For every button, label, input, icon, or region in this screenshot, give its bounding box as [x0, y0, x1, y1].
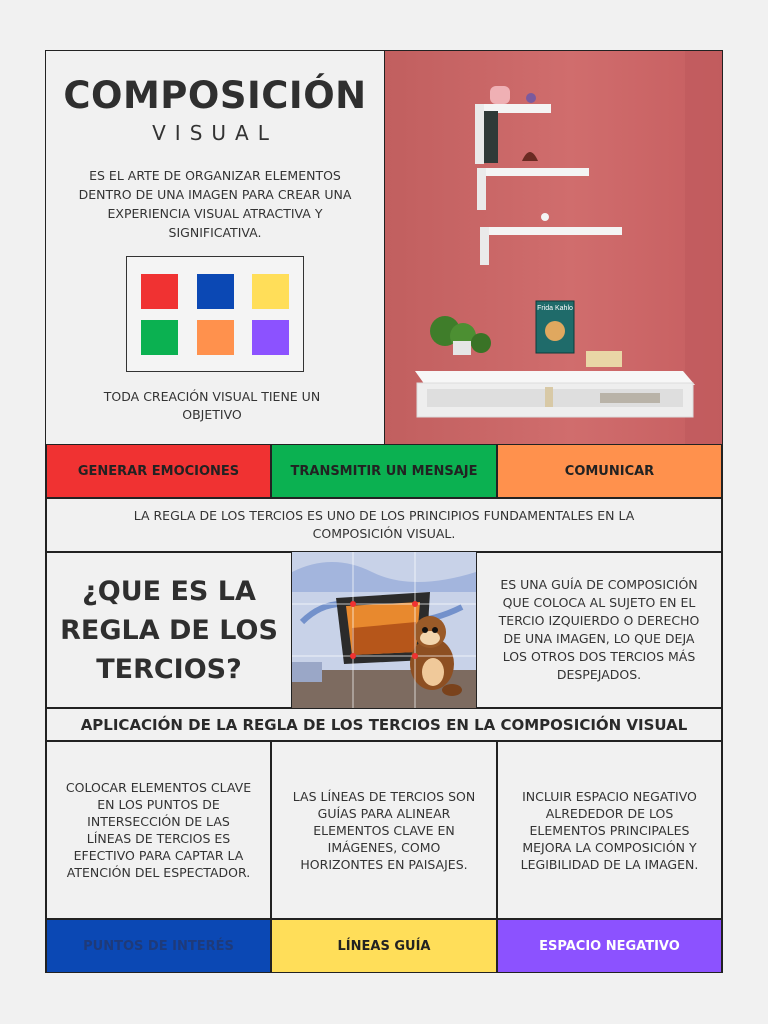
application-title: APLICACIÓN DE LA REGLA DE LOS TERCIOS EN LA COMPOSICIÓN VISUAL: [46, 708, 722, 741]
objective-text: TODA CREACIÓN VISUAL TIENE UN OBJETIVO: [103, 389, 321, 422]
swatch-red: [141, 274, 178, 309]
page-title: COMPOSICIÓN: [63, 74, 367, 117]
rule-sentence: LA REGLA DE LOS TERCIOS ES UNO DE LOS PRINCIPIOS FUNDAMENTALES EN LA COMPOSICIÓN VISUAL.: [46, 498, 722, 552]
page-subtitle: VISUAL: [152, 121, 278, 145]
tip-puntos: COLOCAR ELEMENTOS CLAVE EN LOS PUNTOS DE INTERSECCIÓN DE LAS LÍNEAS DE TERCIOS ES EFECTIVO PARA CAPTAR LA ATENCIÓN DEL ESPECTADOR.: [46, 741, 271, 919]
band-generar-emociones: GENERAR EMOCIONES: [46, 444, 271, 498]
swatch-blue: [197, 274, 234, 309]
rule-description: ES UNA GUÍA DE COMPOSICIÓN QUE COLOCA AL SUJETO EN EL TERCIO IZQUIERDO O DERECHO DE UNA IMAGEN, LO QUE DEJA LOS OTROS DOS TERCIOS MÁS DESPEJADOS.: [476, 552, 722, 708]
color-palette: [126, 256, 304, 372]
band-comunicar: COMUNICAR: [497, 444, 722, 498]
question-line-2: REGLA DE LOS: [60, 614, 278, 646]
chipmunk-photo: [292, 552, 476, 708]
footer-espacio-negativo: ESPACIO NEGATIVO: [497, 919, 722, 973]
shelves-illustration: [385, 51, 722, 444]
swatch-yellow: [252, 274, 289, 309]
rule-question-title: [46, 552, 292, 708]
shelves-photo: [384, 51, 722, 444]
question-line-3: TERCIOS?: [96, 653, 242, 685]
chipmunk-illustration: [292, 552, 476, 708]
question-line-1: ¿QUE ES LA: [82, 575, 256, 607]
tip-lineas: LAS LÍNEAS DE TERCIOS SON GUÍAS PARA ALINEAR ELEMENTOS CLAVE EN IMÁGENES, COMO HORIZONTES EN PAISAJES.: [271, 741, 497, 919]
footer-lineas-guia: LÍNEAS GUÍA: [271, 919, 497, 973]
swatch-orange: [197, 320, 234, 355]
swatch-purple: [252, 320, 289, 355]
book-cover-text: Frida Kahlo: [537, 305, 573, 312]
footer-puntos-de-interes: PUNTOS DE INTERÉS: [46, 919, 271, 973]
band-transmitir-mensaje: TRANSMITIR UN MENSAJE: [271, 444, 497, 498]
tip-espacio: INCLUIR ESPACIO NEGATIVO ALREDEDOR DE LOS ELEMENTOS PRINCIPALES MEJORA LA COMPOSICIÓN Y LEGIBILIDAD DE LA IMAGEN.: [497, 741, 722, 919]
swatch-green: [141, 320, 178, 355]
intro-text: ES EL ARTE DE ORGANIZAR ELEMENTOS DENTRO DE UNA IMAGEN PARA CREAR UNA EXPERIENCIA VISUAL ATRACTIVA Y SIGNIFICATIVA.: [78, 168, 352, 240]
